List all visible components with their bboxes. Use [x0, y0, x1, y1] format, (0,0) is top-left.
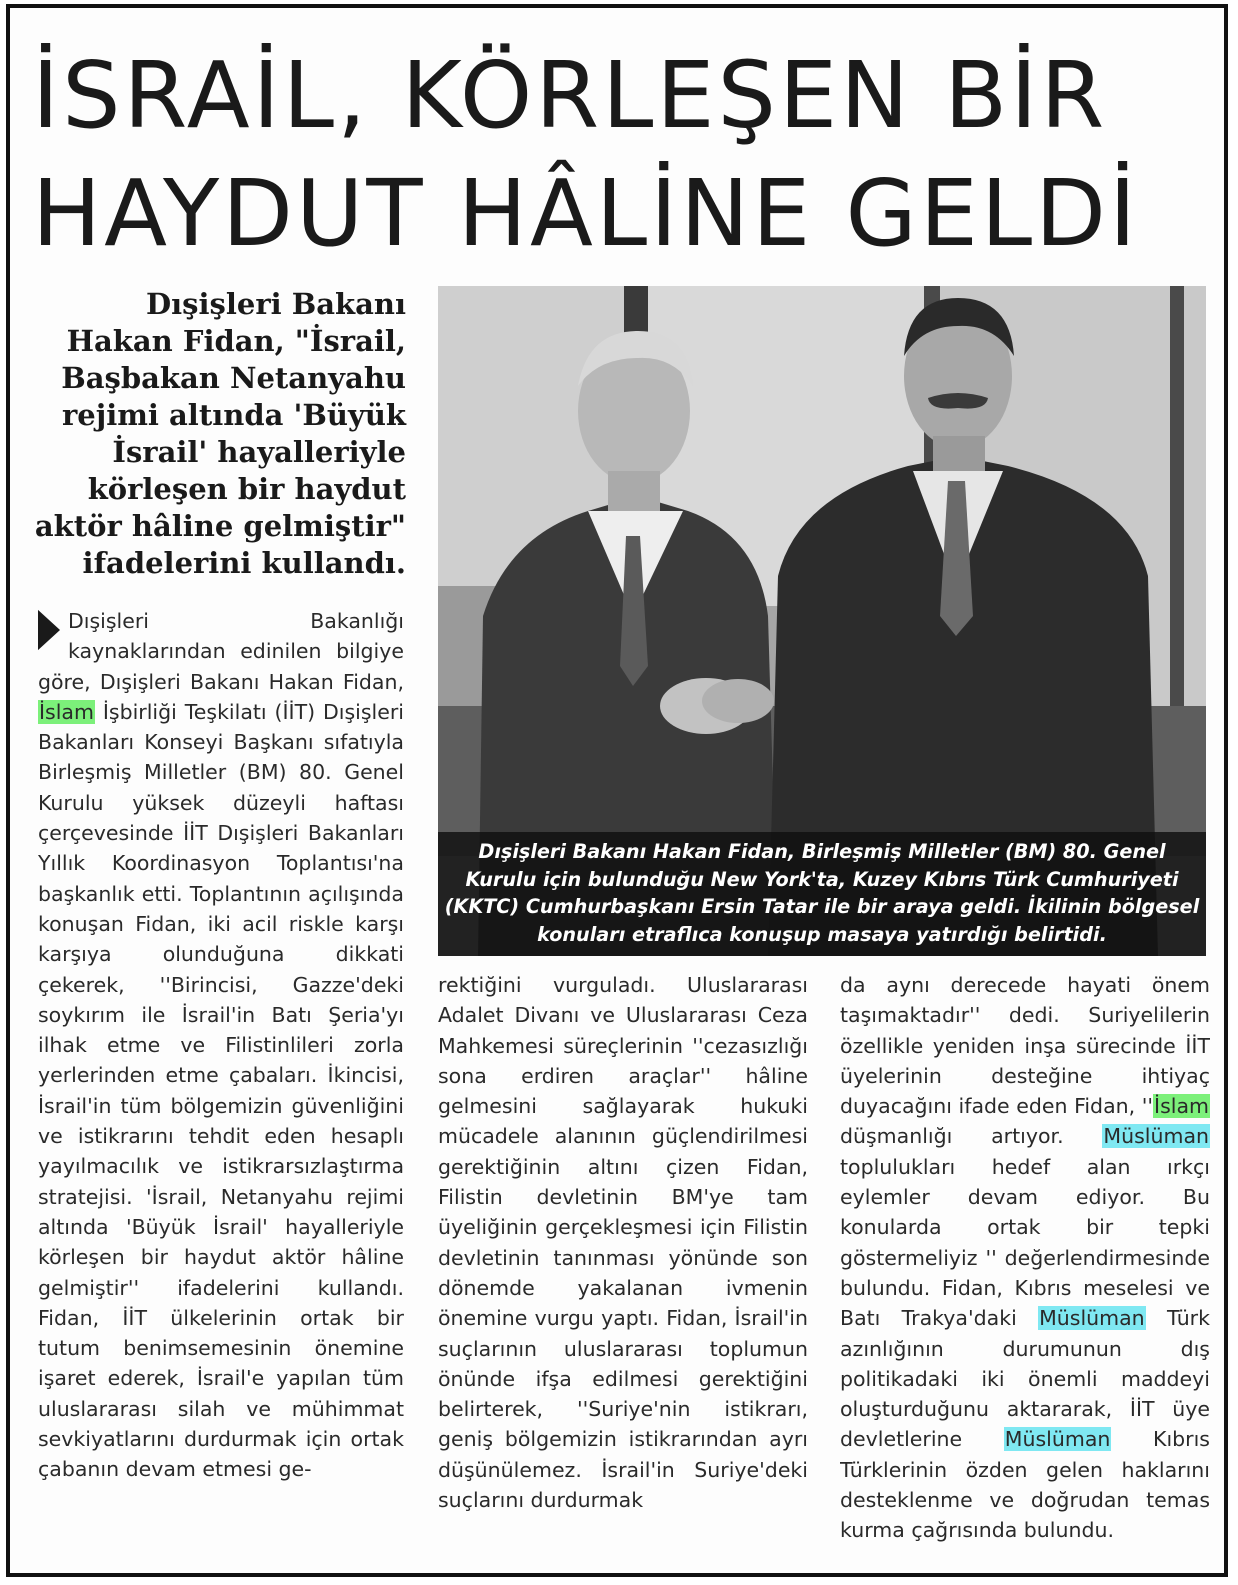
newspaper-clipping: [6, 4, 1228, 1577]
body-column-1: [38, 606, 404, 1571]
highlight-muslim: Müslüman: [1103, 1124, 1209, 1149]
highlight-muslim: Müslüman: [1004, 1427, 1111, 1452]
col1-text-1: Dışişleri Bakanlığı kaynaklarından edinilen bilgiye göre, Dışişleri Bakanı Hakan Fidan,: [38, 609, 404, 694]
highlight-islam: İslam: [39, 699, 94, 724]
deck-summary: Dışişleri Bakanı Hakan Fidan, "İsrail, Başbakan Netanyahu rejimi altında 'Büyük İsrail' hayalleriyle körleşen bir haydut aktör hâline gelmiştir" ifadelerini kullandı.: [34, 287, 406, 580]
body-column-2: rektiğini vurguladı. Uluslararası Adalet Divanı ve Uluslararası Ceza Mahkemesi süreçlerinin ''cezasızlığı sona erdiren araçlar'' hâline gelmesini sağlayarak hukuki mücadele alanının güçlendirilmesi gerektiğinin altını çizen Fidan, Filistin devletinin BM'ye tam üyeliğinin gerçekleşmesi için Filistin devletinin tanınması yönünde son dönemde yakalanan ivmenin önemine vurgu yaptı. Fidan, İsrail'in suçlarının uluslararası toplumun önünde ifşa edilmesi gerektiğini belirterek, ''Suriye'nin istikrarı, geniş bölgemizin istikrarından ayrı düşünülemez. İsrail'in Suriye'deki suçlarını durdurmak: [438, 973, 808, 1513]
col3-text-1: da aynı derecede hayati önem taşımaktadır'' dedi. Suriyelilerin özellikle yeniden inşa sürecinde İİT üyelerinin desteğine ihtiyaç duyacağını ifade eden Fidan, '': [840, 973, 1210, 1119]
headline-line-2: HAYDUT HÂLİNE GELDİ: [32, 160, 1140, 267]
col3-text-2: düşmanlığı artıyor.: [840, 1124, 1064, 1149]
col3-text-5: Kıbrıs Türklerinin özden gelen haklarını desteklenme ve doğrudan temas kurma çağrısında bulundu.: [840, 1427, 1210, 1543]
news-photo: [438, 286, 1206, 956]
col3-text-3: toplulukları hedef alan ırkçı eylemler devam ediyor. Bu konularda ortak bir tepki göstermeliyiz '' değerlendirmesinde bulundu. Fidan, Kıbrıs meselesi ve Batı Trakya'daki: [840, 1154, 1210, 1331]
highlight-muslim: Müslüman: [1039, 1306, 1145, 1331]
highlight-islam: İslam: [1154, 1094, 1209, 1119]
headline-line-1: İSRAİL, KÖRLEŞEN BİR: [32, 42, 1108, 149]
body-column-3: [840, 970, 1210, 1573]
col1-text-2: İşbirliği Teşkilatı (İİT) Dışişleri Bakanları Konseyi Başkanı sıfatıyla Birleşmiş Milletler (BM) 80. Genel Kurulu yüksek düzeyli haftası çerçevesinde İİT Dışişleri Bakanları Yıllık Koordinasyon Toplantısı'na başkanlık etti. Toplantının açılışında konuşan Fidan, iki acil riskle karşı karşıya olunduğuna dikkati çekerek, ''Birincisi, Gazze'deki soykırım ile İsrail'in Batı Şeria'yı ilhak etme ve Filistinlileri zorla yerlerinden etme çabaları. İkincisi, İsrail'in tüm bölgemizin güvenliğini ve istikrarını tehdit eden hesaplı yayılmacılık ve istikrarsızlaştırma stratejisi. 'İsrail, Netanyahu rejimi altında 'Büyük İsrail' hayalleriyle körleşen bir haydut aktör hâline gelmiştir'' ifadelerini kullandı. Fidan, İİT ülkelerinin ortak bir tutum benimsemesinin önemine işaret ederek, İsrail'e yapılan tüm uluslararası silah ve mühimmat sevkiyatlarını durdurmak için ortak çabanın devam etmesi ge-: [38, 699, 404, 1482]
col3-text-4: Türk azınlığının durumunun dış politikadaki iki önemli maddeyi oluşturduğunu aktararak, İİT üye devletlerine: [840, 1306, 1210, 1452]
photo-caption: Dışişleri Bakanı Hakan Fidan, Birleşmiş Milletler (BM) 80. Genel Kurulu için bulunduğu New York'ta, Kuzey Kıbrıs Türk Cumhuriyeti (KKTC) Cumhurbaşkanı Ersin Tatar ile bir araya geldi. İkilinin bölgesel konuları etraflıca konuşup masaya yatırdığı belirtidi.: [438, 832, 1206, 956]
bullet-marker-icon: [38, 608, 60, 652]
